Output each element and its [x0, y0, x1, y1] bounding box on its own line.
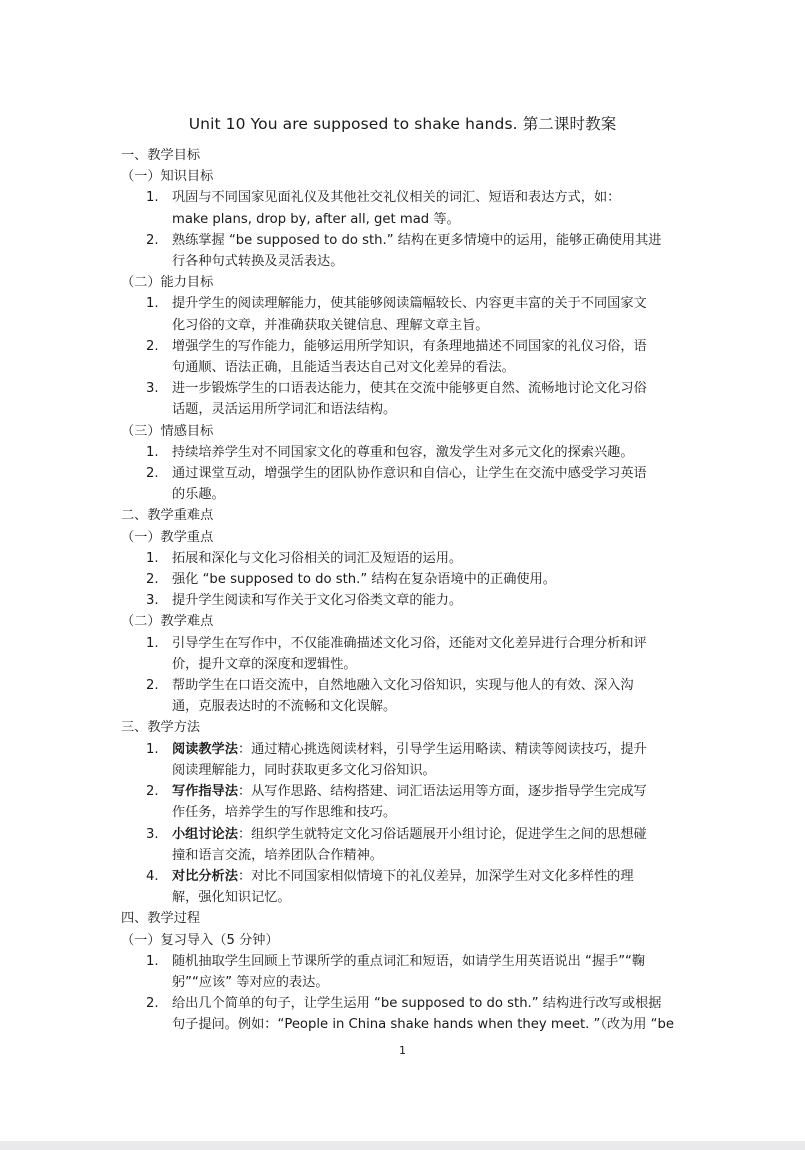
text-line: 句通顺、语法正确，且能适当表达自己对文化差异的看法。: [172, 360, 515, 376]
subsection-heading: （二）教学难点: [121, 614, 214, 630]
text-line: 价，提升文章的深度和逻辑性。: [172, 656, 357, 672]
list-item-text: [172, 463, 689, 505]
list-item-number: 3.: [146, 381, 159, 397]
section-heading: 一、教学目标: [121, 148, 201, 163]
page-bottom-edge: [0, 1141, 805, 1150]
list-item-text: [172, 824, 689, 866]
subsection-heading: （三）情感目标: [121, 423, 214, 439]
text-line: 解，强化知识记忆。: [172, 890, 291, 906]
list-item-text: [172, 230, 689, 272]
text-line: 随机抽取学生回顾上节课所学的重点词汇和短语，如请学生用英语说出 “握手”“鞠: [172, 953, 646, 969]
section-heading: 四、教学过程: [121, 911, 201, 927]
text-line: 句子提问。例如：“People in China shake hands when they meet. ”（改为用 “be: [172, 1017, 674, 1033]
text-line: 通，克服表达时的不流畅和文化误解。: [172, 699, 397, 715]
list-item: [121, 993, 689, 1035]
list-item: [121, 548, 689, 569]
list-item: [121, 633, 689, 675]
text-line: 提升学生的阅读理解能力，使其能够阅读篇幅较长、内容更丰富的关于不同国家文: [172, 296, 647, 312]
text-line: 撞和语言交流，培养团队合作精神。: [172, 847, 383, 863]
list-item-number: 1.: [146, 296, 159, 312]
text-line: 巩固与不同国家见面礼仪及其他社交礼仪相关的词汇、短语和表达方式，如：: [172, 190, 621, 206]
list-item: [121, 569, 689, 590]
list-item-number: 2.: [146, 232, 159, 248]
section-heading: 二、教学重难点: [121, 508, 214, 524]
list-item-number: 1.: [146, 550, 159, 566]
list-item-number: 2.: [146, 572, 159, 588]
list-item-text: [172, 187, 689, 229]
list-item-text: [172, 993, 689, 1035]
document-title: Unit 10 You are supposed to shake hands. 第二课时教案: [188, 115, 617, 133]
text-line: make plans, drop by, after all, get mad 等。: [172, 211, 460, 227]
text-line: 拓展和深化与文化习俗相关的词汇及短语的运用。: [172, 550, 463, 566]
text-line: 通过课堂互动，增强学生的团队协作意识和自信心，让学生在交流中感受学习英语: [172, 466, 647, 482]
subsection-heading: （一）知识目标: [121, 169, 214, 185]
method-name: 写作指导法: [172, 784, 238, 800]
list-item: [121, 824, 689, 866]
list-item-number: 1.: [146, 953, 159, 969]
text-line: 话题，灵活运用所学词汇和语法结构。: [172, 402, 397, 418]
text-line: ：对比不同国家相似情境下的礼仪差异，加深学生对文化多样性的理: [237, 868, 634, 884]
list-item: [121, 739, 689, 781]
list-item: [121, 230, 689, 272]
list-item-number: 1.: [146, 635, 159, 651]
list-item-number: 2.: [146, 338, 159, 354]
page-number: 1: [399, 1044, 406, 1057]
text-line: 提升学生阅读和写作关于文化习俗类文章的能力。: [172, 593, 463, 609]
list-item: [121, 293, 689, 335]
text-line: 增强学生的写作能力，能够运用所学知识，有条理地描述不同国家的礼仪习俗，语: [172, 338, 647, 354]
list-item-text: [172, 569, 689, 590]
document-body: [121, 145, 689, 1036]
text-line: ：从写作思路、结构搭建、词汇语法运用等方面，逐步指导学生完成写: [237, 784, 647, 800]
list-item-text: [172, 739, 689, 781]
text-line: 强化 “be supposed to do sth.” 结构在复杂语境中的正确使用。: [172, 572, 556, 588]
list-item-text: [172, 548, 689, 569]
list-item-number: 1.: [146, 741, 159, 757]
section-heading: 三、教学方法: [121, 720, 201, 736]
list-item-number: 2.: [146, 678, 159, 694]
list-item-number: 2.: [146, 784, 159, 800]
list-item: [121, 442, 689, 463]
subsection-heading: （二）能力目标: [121, 275, 214, 291]
list-item-text: [172, 293, 689, 335]
method-name: 小组讨论法: [172, 826, 238, 842]
method-name: 对比分析法: [172, 868, 238, 884]
list-item: [121, 187, 689, 229]
list-item-number: 4.: [146, 868, 159, 884]
text-line: ：通过精心挑选阅读材料，引导学生运用略读、精读等阅读技巧，提升: [237, 741, 647, 757]
list-item-text: [172, 378, 689, 420]
list-item-text: [172, 336, 689, 378]
list-item-number: 3.: [146, 826, 159, 842]
list-item-number: 2.: [146, 466, 159, 482]
text-line: 化习俗的文章，并准确获取关键信息、理解文章主旨。: [172, 317, 489, 333]
subsection-heading: （一）复习导入（5 分钟）: [121, 932, 279, 948]
method-name: 阅读教学法: [172, 741, 238, 757]
list-item: [121, 866, 689, 908]
list-item-text: [172, 633, 689, 675]
list-item: [121, 951, 689, 993]
list-item: [121, 336, 689, 378]
text-line: 帮助学生在口语交流中，自然地融入文化习俗知识，实现与他人的有效、深入沟: [172, 678, 634, 694]
text-line: 熟练掌握 “be supposed to do sth.” 结构在更多情境中的运用，能够正确使用其进: [172, 232, 662, 248]
list-item-number: 1.: [146, 190, 159, 206]
list-item-text: [172, 590, 689, 611]
text-line: 的乐趣。: [172, 487, 225, 503]
text-line: 持续培养学生对不同国家文化的尊重和包容，激发学生对多元文化的探索兴趣。: [172, 444, 634, 460]
list-item-text: [172, 951, 689, 993]
text-line: 躬”“应该” 等对应的表达。: [172, 974, 329, 990]
list-item-text: [172, 442, 689, 463]
text-line: 行各种句式转换及灵活表达。: [172, 254, 344, 270]
text-line: 作任务，培养学生的写作思维和技巧。: [172, 805, 397, 821]
list-item-number: 1.: [146, 444, 159, 460]
list-item: [121, 675, 689, 717]
list-item: [121, 590, 689, 611]
list-item: [121, 378, 689, 420]
list-item-text: [172, 781, 689, 823]
text-line: 阅读理解能力，同时获取更多文化习俗知识。: [172, 762, 436, 778]
subsection-heading: （一）教学重点: [121, 529, 214, 545]
list-item-number: 3.: [146, 593, 159, 609]
list-item: [121, 781, 689, 823]
list-item-text: [172, 866, 689, 908]
list-item-text: [172, 675, 689, 717]
text-line: 引导学生在写作中，不仅能准确描述文化习俗，还能对文化差异进行合理分析和评: [172, 635, 647, 651]
text-line: 给出几个简单的句子，让学生运用 “be supposed to do sth.” 结构进行改写或根据: [172, 996, 662, 1012]
list-item-number: 2.: [146, 996, 159, 1012]
text-line: ：组织学生就特定文化习俗话题展开小组讨论，促进学生之间的思想碰: [237, 826, 647, 842]
text-line: 进一步锻炼学生的口语表达能力，使其在交流中能够更自然、流畅地讨论文化习俗: [172, 381, 647, 397]
list-item: [121, 463, 689, 505]
